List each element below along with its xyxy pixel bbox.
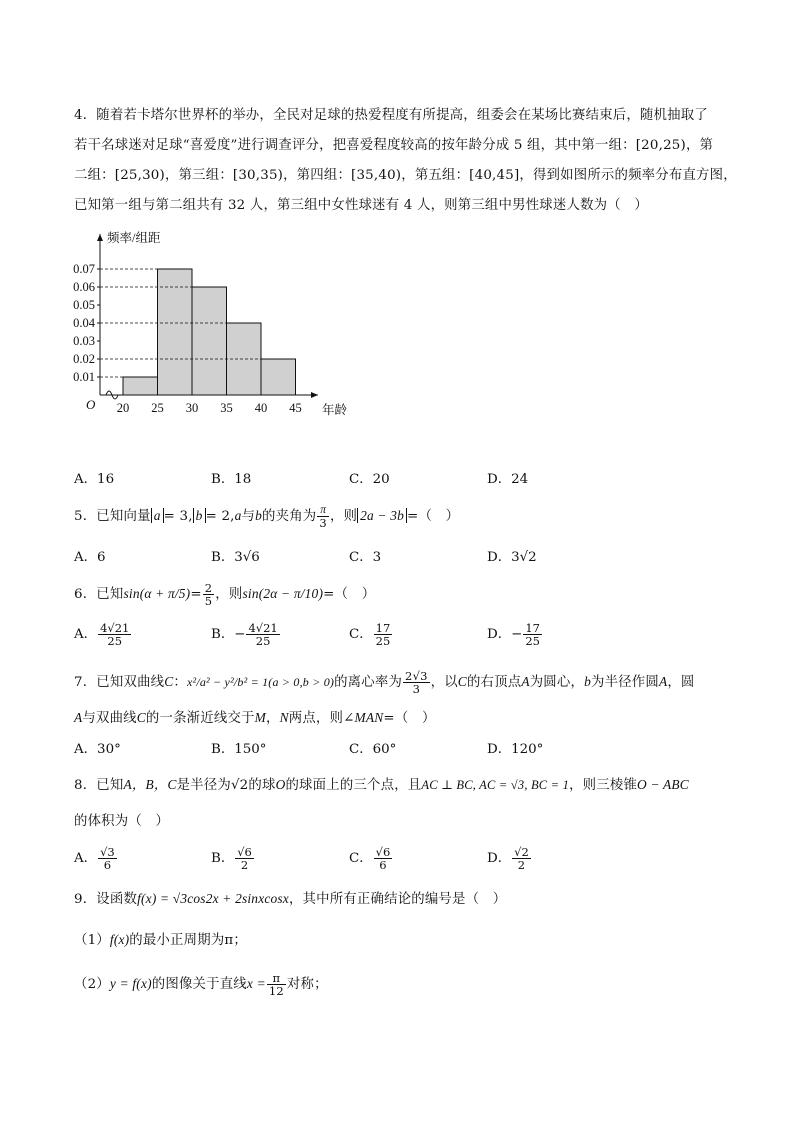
q5-vec-a: a [151, 508, 164, 523]
q5-expression: 2a − 3b [357, 508, 407, 523]
q8-option-b: B． $\frac{√6}{2}$ [211, 845, 252, 872]
y-tick-label: 0.07 [73, 262, 95, 276]
q7-option-a: A．30° [74, 742, 121, 757]
y-tick-label: 0.02 [73, 352, 95, 366]
x-tick-label: 35 [220, 401, 233, 415]
q4-option-a: A．16 [74, 472, 115, 487]
x-axis-label: 年龄 [322, 403, 348, 417]
q5-ze: ，则 [329, 509, 358, 524]
q5-yu: 与 [241, 509, 256, 524]
y-tick-label: 0.01 [73, 370, 95, 384]
q5-pi: π [317, 504, 329, 517]
q6-prefix: 6．已知 [74, 587, 124, 602]
frequency-histogram [60, 222, 380, 427]
histogram-bar [192, 287, 227, 395]
q6-fraction [203, 582, 215, 607]
q6-sin1: sin(α + π/5) [123, 586, 191, 601]
q7-option-c: C．60° [349, 742, 397, 757]
y-axis-label: 频率/组距 [107, 231, 161, 245]
q8-option-d: D． $\frac{√2}{2}$ [487, 845, 529, 872]
q5-angle-fraction [317, 504, 329, 529]
y-tick-label: 0.03 [73, 334, 95, 348]
q5-tail: =（ ） [407, 509, 460, 524]
q5-stem [74, 504, 459, 529]
q9-stem: 9．设函数f(x) = √3cos2x + 2sinxcosx，其中所有正确结论的编号是（ ） [74, 891, 507, 907]
q6-option-c: C． $\frac{17}{25}$ [349, 621, 391, 648]
q5-eq3: = 3, [163, 509, 193, 524]
q4-line-3: 二组：[25,30)，第三组：[30,35)，第四组：[35,40)，第五组：[40,45]，得到如图所示的频率分布直方图， [74, 168, 737, 183]
x-tick-label: 25 [151, 401, 164, 415]
q5-vec-b2: b [255, 508, 263, 523]
y-axis-arrow [97, 234, 103, 241]
q8-option-c: C． $\frac{√6}{6}$ [349, 845, 391, 872]
q6-option-b: B．− $\frac{4√21}{25}$ [211, 621, 278, 648]
q5-prefix: 5．已知向量 [74, 509, 151, 524]
q5-eq2: = 2, [205, 509, 235, 524]
y-tick-label: 0.05 [73, 298, 95, 312]
q6-eq: = [190, 587, 202, 602]
q8-line-1: 8．已知A，B，C是半径为√2的球O的球面上的三个点，且AC ⊥ BC, AC = √3, BC = 1，则三棱锥O − ABC [74, 777, 689, 793]
x-tick-label: 45 [289, 401, 302, 415]
q7-option-b: B．150° [211, 742, 267, 757]
q6-two: 2 [204, 581, 213, 595]
q7-line-2: A与双曲线C的一条渐近线交于M，N两点，则∠MAN=（ ） [74, 710, 436, 726]
q6-five: 5 [204, 594, 213, 608]
q4-option-c: C．20 [349, 472, 390, 487]
q4-option-b: B．18 [211, 472, 252, 487]
q9-statement-2: （2）y = f(x)的图像关于直线x = $\frac{\pi}{12}$ 对称； [74, 971, 328, 998]
q6-tail: =（ ） [323, 587, 376, 602]
q8-option-a: A． $\frac{√3}{6}$ [74, 845, 115, 872]
q6-ze: ，则 [215, 587, 243, 602]
y-tick-label: 0.06 [73, 280, 95, 294]
q4-line-2: 若干名球迷对足球“喜爱度”进行调查评分，把喜爱程度较高的按年龄分成 5 组，其中第一组：[20,25)，第 [74, 138, 714, 153]
q7-hyperbola: x²/a² − y²/b² = 1(a > 0,b > 0) [187, 675, 335, 689]
q7-option-d: D．120° [487, 742, 544, 757]
histogram-bar [123, 377, 158, 395]
x-tick-label: 40 [254, 401, 268, 415]
y-tick-label: 0.04 [73, 316, 95, 330]
q4-option-d: D．24 [487, 472, 529, 487]
q7-eccentricity: $\frac{2√3}{3}$ [405, 669, 428, 696]
q5-option-d: D．3√2 [487, 550, 537, 565]
q6-sin2: sin(2α − π/10) [242, 586, 324, 601]
q5-angle-text: 的夹角为 [262, 509, 317, 524]
q5-vec-a2: a [234, 508, 242, 523]
origin-label: O [86, 397, 96, 412]
q5-three: 3 [319, 516, 327, 530]
q6-option-a: A． $\frac{4√21}{25}$ [74, 621, 130, 648]
x-tick-label: 30 [185, 401, 199, 415]
histogram-bar [261, 359, 296, 395]
q5-option-c: C．3 [349, 550, 382, 565]
q9-function: f(x) = √3cos2x + 2sinxcosx [137, 891, 289, 906]
q6-stem [74, 582, 375, 607]
q8-line-2: 的体积为（ ） [74, 814, 170, 829]
histogram-bar [158, 269, 193, 395]
q4-line-4: 已知第一组与第二组共有 32 人，第三组中女性球迷有 4 人，则第三组中男性球迷人数为（ ） [74, 198, 649, 213]
q6-option-d: D．− $\frac{17}{25}$ [487, 621, 540, 648]
q5-vec-b: b [193, 508, 206, 523]
q5-option-b: B．3√6 [211, 550, 260, 565]
x-axis-arrow [311, 392, 318, 398]
q4-line-1: 4．随着若卡塔尔世界杯的举办，全民对足球的热爱程度有所提高，组委会在某场比赛结束后，随机抽取了 [74, 108, 708, 123]
q9-statement-1: （1）f(x)的最小正周期为π； [74, 932, 248, 948]
q5-option-a: A．6 [74, 550, 106, 565]
q7-line-1: 7．已知双曲线C：x²/a² − y²/b² = 1(a > 0,b > 0)的离心率为 $\frac{2√3}{3}$ ，以C的右顶点A为圆心，b为半径作圆A，圆 [74, 669, 695, 696]
x-tick-label: 20 [116, 401, 130, 415]
